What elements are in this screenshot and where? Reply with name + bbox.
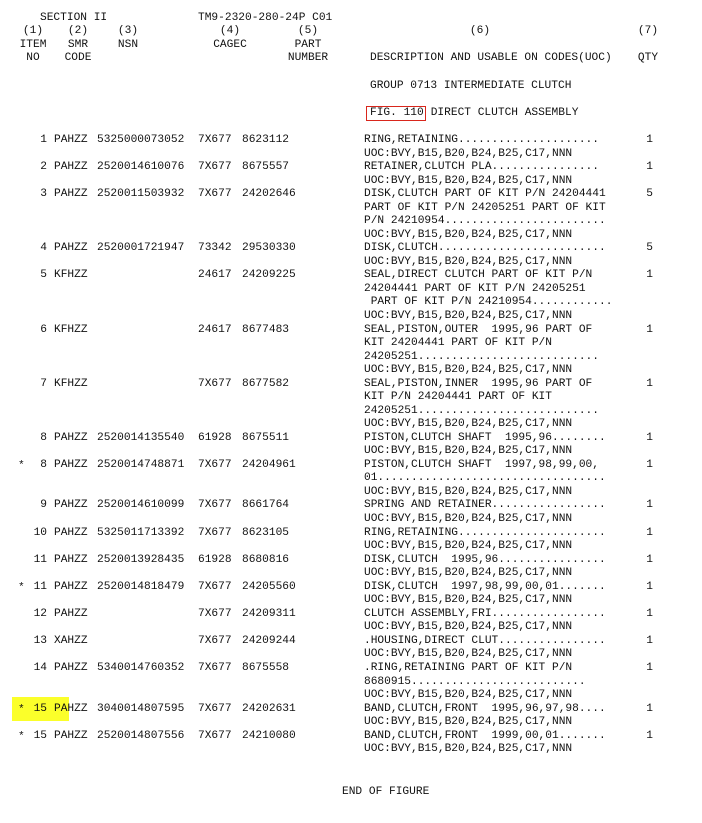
quantity: 1 (646, 161, 653, 174)
smr-code: PAHZZ (54, 729, 88, 742)
description-line: UOC:BVY,B15,B20,B24,B25,C17,NNN (364, 540, 573, 553)
part-number: 8677483 (242, 323, 289, 336)
nsn: 2520014748871 (97, 458, 185, 471)
quantity: 5 (646, 242, 653, 255)
item-number: 10 (33, 526, 47, 539)
col1-header-1: ITEM (19, 38, 47, 51)
description-line: PART OF KIT P/N 24210954............ (364, 296, 613, 309)
cage-code: 7X677 (198, 702, 232, 715)
description-line: UOC:BVY,B15,B20,B24,B25,C17,NNN (364, 716, 573, 729)
cage-code: 7X677 (198, 607, 232, 620)
description-line: DISK,CLUTCH 1997,98,99,00,01....... (364, 580, 606, 593)
description-line: UOC:BVY,B15,B20,B24,B25,C17,NNN (364, 228, 573, 241)
smr-code: PAHZZ (54, 553, 88, 566)
description-line: UOC:BVY,B15,B20,B24,B25,C17,NNN (364, 485, 573, 498)
smr-code: PAHZZ (54, 607, 88, 620)
item-number: 4 (40, 242, 47, 255)
cage-code: 24617 (198, 323, 232, 336)
col7-header-0: (7) (637, 25, 659, 37)
description-line: DISK,CLUTCH PART OF KIT P/N 24204441 (364, 188, 606, 201)
quantity: 1 (646, 431, 653, 444)
col6-header-0: (6) (469, 25, 491, 37)
cage-code: 24617 (198, 269, 232, 282)
smr-code: KFHZZ (54, 377, 88, 390)
nsn: 5325011713392 (97, 526, 185, 539)
cage-code: 73342 (198, 242, 232, 255)
item-number: 8 (40, 431, 47, 444)
description-line: UOC:BVY,B15,B20,B24,B25,C17,NNN (364, 147, 573, 160)
quantity: 1 (646, 729, 653, 742)
part-number: 24202646 (242, 188, 296, 201)
nsn: 2520013928435 (97, 553, 185, 566)
description-line: RING,RETAINING..................... (364, 134, 599, 146)
part-number: 24205560 (242, 580, 296, 593)
item-number: 15 (33, 702, 47, 715)
smr-code: KFHZZ (54, 269, 88, 282)
tm-number: TM9-2320-280-24P C01 (198, 12, 333, 24)
cage-code: 61928 (198, 553, 232, 566)
description-line: PISTON,CLUTCH SHAFT 1995,96........ (364, 431, 606, 444)
item-number: 9 (40, 499, 47, 512)
item-number: 11 (33, 553, 47, 566)
col6-header-1: DESCRIPTION AND USABLE ON CODES(UOC) (370, 52, 612, 64)
quantity: 1 (646, 607, 653, 620)
cage-code: 7X677 (198, 526, 232, 539)
part-number: 8623112 (242, 134, 289, 146)
part-number: 24210080 (242, 729, 296, 742)
description-line: UOC:BVY,B15,B20,B24,B25,C17,NNN (364, 418, 573, 431)
quantity: 1 (646, 377, 653, 390)
item-number: 6 (40, 323, 47, 336)
smr-code: PAHZZ (54, 458, 88, 471)
description-line: 24204441 PART OF KIT P/N 24205251 (364, 282, 586, 295)
col3-header-1: NSN (117, 38, 139, 51)
item-number: 2 (40, 161, 47, 174)
revision-star: * (18, 459, 25, 472)
figure-number: FIG. 110 (370, 107, 424, 119)
description-line: .RING,RETAINING PART OF KIT P/N (364, 662, 573, 675)
part-number: 29530330 (242, 242, 296, 255)
part-number: 24209311 (242, 607, 296, 620)
description-line: SEAL,PISTON,OUTER 1995,96 PART OF (364, 323, 593, 336)
item-number: 1 (40, 134, 47, 146)
description-line: UOC:BVY,B15,B20,B24,B25,C17,NNN (364, 648, 573, 661)
description-line: SEAL,PISTON,INNER 1995,96 PART OF (364, 377, 593, 390)
smr-code: PAHZZ (54, 431, 88, 444)
description-line: 24205251........................... (364, 350, 599, 363)
cage-code: 7X677 (198, 580, 232, 593)
col1-header-0: (1) (22, 25, 44, 37)
col1-header-2: NO (26, 52, 40, 64)
item-number: 13 (33, 634, 47, 647)
smr-code: PAHZZ (54, 161, 88, 174)
description-line: PART OF KIT P/N 24205251 PART OF KIT (364, 201, 606, 214)
smr-code: PAHZZ (54, 134, 88, 146)
cage-code: 7X677 (198, 634, 232, 647)
col2-header-2: CODE (64, 52, 92, 64)
description-line: PISTON,CLUTCH SHAFT 1997,98,99,00, (364, 458, 599, 471)
description-line: BAND,CLUTCH,FRONT 1999,00,01....... (364, 729, 606, 742)
description-line: UOC:BVY,B15,B20,B24,B25,C17,NNN (364, 567, 573, 580)
item-number: 8 (40, 458, 47, 471)
description-line: 01.................................. (364, 472, 606, 485)
description-line: P/N 24210954........................ (364, 215, 606, 228)
quantity: 1 (646, 580, 653, 593)
nsn: 2520014610076 (97, 161, 185, 174)
smr-code: PAHZZ (54, 526, 88, 539)
description-line: .HOUSING,DIRECT CLUT................ (364, 634, 606, 647)
description-line: UOC:BVY,B15,B20,B24,B25,C17,NNN (364, 621, 573, 634)
smr-code: PAHZZ (54, 702, 88, 715)
group-heading: GROUP 0713 INTERMEDIATE CLUTCH (370, 80, 572, 92)
smr-code: PAHZZ (54, 242, 88, 255)
cage-code: 7X677 (198, 134, 232, 146)
part-number: 8675558 (242, 662, 289, 675)
description-line: DISK,CLUTCH 1995,96................ (364, 553, 606, 566)
description-line: KIT P/N 24204441 PART OF KIT (364, 391, 552, 404)
col2-header-1: SMR (67, 38, 89, 51)
item-number: 5 (40, 269, 47, 282)
description-line: UOC:BVY,B15,B20,B24,B25,C17,NNN (364, 594, 573, 607)
quantity: 1 (646, 134, 653, 146)
cage-code: 7X677 (198, 188, 232, 201)
item-number: 3 (40, 188, 47, 201)
col5-header-0: (5) (297, 25, 319, 37)
description-line: UOC:BVY,B15,B20,B24,B25,C17,NNN (364, 689, 573, 702)
smr-code: PAHZZ (54, 499, 88, 512)
figure-title: DIRECT CLUTCH ASSEMBLY (424, 107, 579, 119)
part-number: 24209244 (242, 634, 296, 647)
description-line: 8680915.......................... (364, 675, 586, 688)
description-line: UOC:BVY,B15,B20,B24,B25,C17,NNN (364, 255, 573, 268)
quantity: 1 (646, 662, 653, 675)
description-line: RETAINER,CLUTCH PLA................ (364, 161, 599, 174)
col5-header-2: NUMBER (287, 52, 329, 64)
part-number: 8675557 (242, 161, 289, 174)
smr-code: PAHZZ (54, 188, 88, 201)
nsn: 3040014807595 (97, 702, 185, 715)
smr-code: XAHZZ (54, 634, 88, 647)
part-number: 8680816 (242, 553, 289, 566)
nsn: 5340014760352 (97, 662, 185, 675)
nsn: 2520014610099 (97, 499, 185, 512)
quantity: 1 (646, 634, 653, 647)
cage-code: 7X677 (198, 729, 232, 742)
quantity: 1 (646, 323, 653, 336)
description-line: UOC:BVY,B15,B20,B24,B25,C17,NNN (364, 513, 573, 525)
col7-header-1: QTY (637, 52, 659, 64)
item-number: 11 (33, 580, 47, 593)
col2-header-0: (2) (67, 25, 89, 37)
description-line: UOC:BVY,B15,B20,B24,B25,C17,NNN (364, 445, 573, 458)
smr-code: KFHZZ (54, 323, 88, 336)
quantity: 1 (646, 269, 653, 282)
item-number: 12 (33, 607, 47, 620)
quantity: 1 (646, 553, 653, 566)
part-number: 8623105 (242, 526, 289, 539)
nsn: 5325000073052 (97, 134, 185, 146)
description-line: SPRING AND RETAINER................. (364, 499, 606, 512)
cage-code: 7X677 (198, 377, 232, 390)
col3-header-0: (3) (117, 25, 139, 37)
cage-code: 7X677 (198, 499, 232, 512)
quantity: 5 (646, 188, 653, 201)
description-line: BAND,CLUTCH,FRONT 1995,96,97,98.... (364, 702, 606, 715)
description-line: UOC:BVY,B15,B20,B24,B25,C17,NNN (364, 364, 573, 377)
part-number: 24209225 (242, 269, 296, 282)
col4-header-0: (4) (219, 25, 241, 37)
revision-star: * (18, 730, 25, 743)
item-number: 7 (40, 377, 47, 390)
part-number: 8661764 (242, 499, 289, 512)
part-number: 24204961 (242, 458, 296, 471)
nsn: 2520011503932 (97, 188, 185, 201)
cage-code: 7X677 (198, 161, 232, 174)
section-label: SECTION II (40, 12, 108, 24)
quantity: 1 (646, 702, 653, 715)
cage-code: 7X677 (198, 458, 232, 471)
item-number: 14 (33, 662, 47, 675)
part-number: 24202631 (242, 702, 296, 715)
item-number: 15 (33, 729, 47, 742)
nsn: 2520001721947 (97, 242, 185, 255)
revision-star: * (18, 581, 25, 594)
nsn: 2520014135540 (97, 431, 185, 444)
smr-code: PAHZZ (54, 580, 88, 593)
description-line: UOC:BVY,B15,B20,B24,B25,C17,NNN (364, 309, 573, 322)
end-of-figure: END OF FIGURE (342, 786, 430, 798)
col5-header-1: PART (294, 38, 322, 51)
description-line: SEAL,DIRECT CLUTCH PART OF KIT P/N (364, 269, 593, 282)
description-line: RING,RETAINING...................... (364, 526, 606, 539)
description-line: 24205251........................... (364, 404, 599, 417)
cage-code: 61928 (198, 431, 232, 444)
col4-header-1: CAGEC (213, 38, 247, 51)
quantity: 1 (646, 458, 653, 471)
description-line: KIT 24204441 PART OF KIT P/N (364, 337, 552, 350)
part-number: 8677582 (242, 377, 289, 390)
description-line: UOC:BVY,B15,B20,B24,B25,C17,NNN (364, 174, 573, 187)
smr-code: PAHZZ (54, 662, 88, 675)
quantity: 1 (646, 499, 653, 512)
description-line: CLUTCH ASSEMBLY,FRI................. (364, 607, 606, 620)
cage-code: 7X677 (198, 662, 232, 675)
nsn: 2520014807556 (97, 729, 185, 742)
description-line: UOC:BVY,B15,B20,B24,B25,C17,NNN (364, 743, 573, 756)
nsn: 2520014818479 (97, 580, 185, 593)
quantity: 1 (646, 526, 653, 539)
revision-star: * (18, 703, 25, 716)
part-number: 8675511 (242, 431, 289, 444)
description-line: DISK,CLUTCH......................... (364, 242, 606, 255)
